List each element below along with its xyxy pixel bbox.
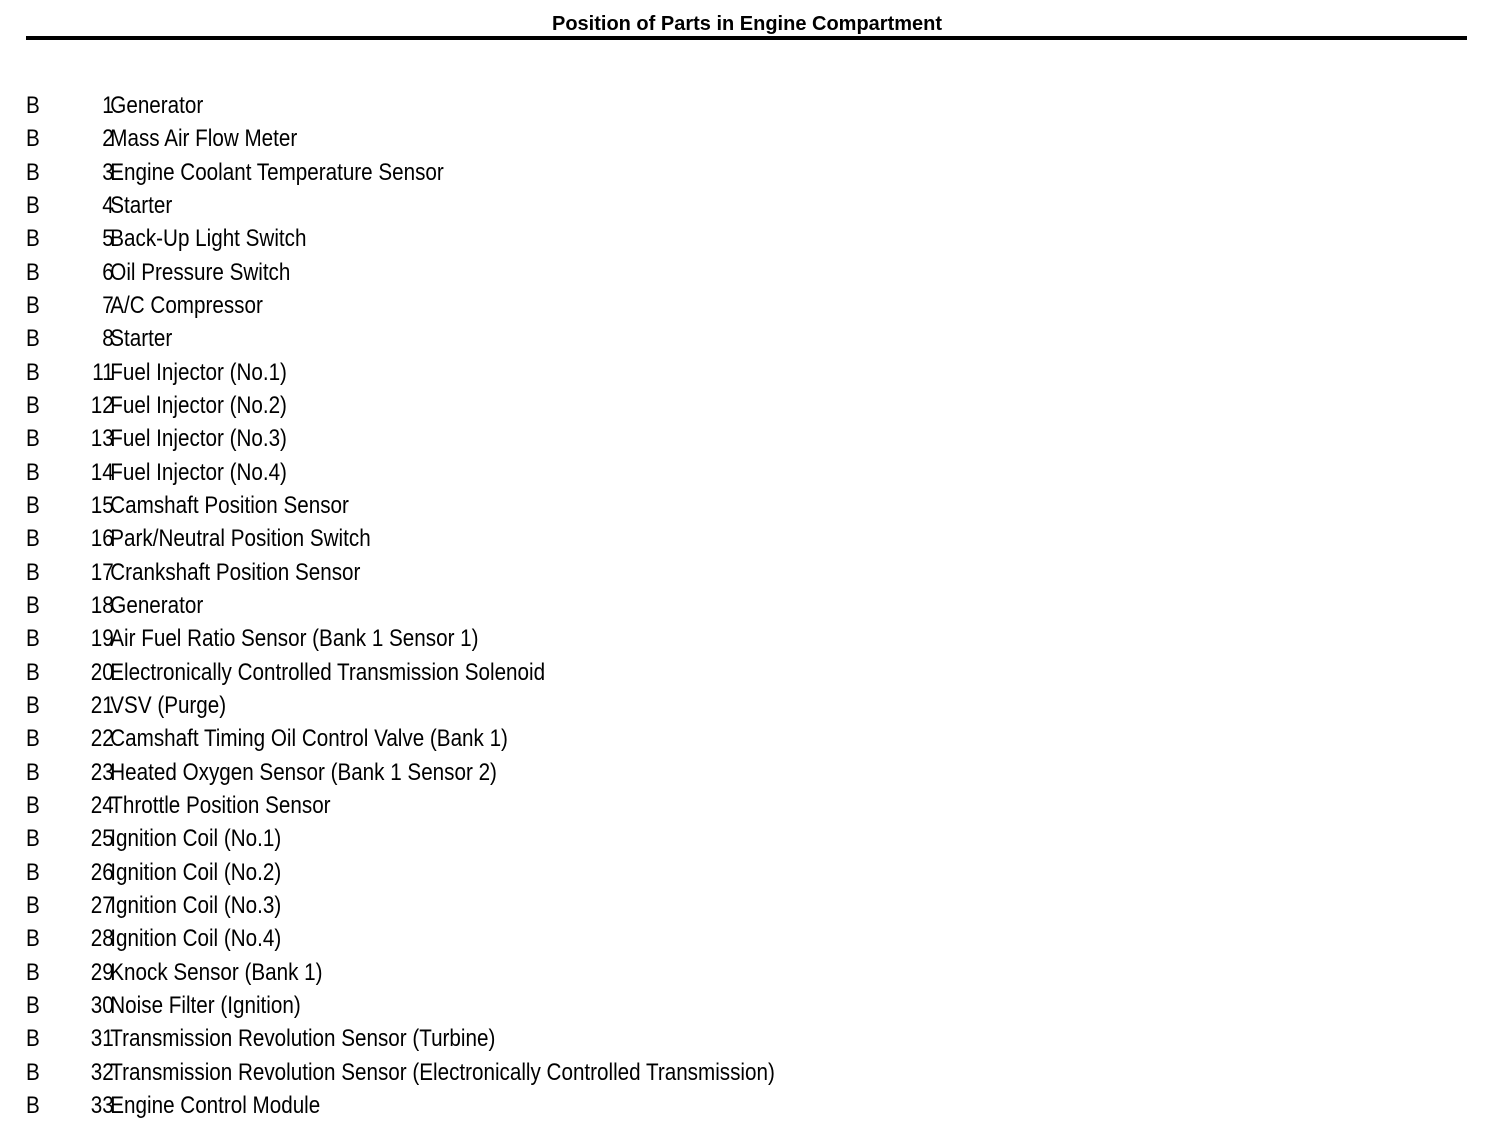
part-code: B bbox=[26, 425, 40, 453]
part-number: 12 bbox=[90, 391, 114, 419]
part-name: Fuel Injector (No.2) bbox=[110, 391, 287, 419]
part-number: 8 bbox=[102, 325, 114, 353]
part-name: VSV (Purge) bbox=[110, 691, 227, 719]
part-code: B bbox=[26, 691, 40, 719]
part-name: Mass Air Flow Meter bbox=[110, 125, 298, 153]
part-number: 26 bbox=[90, 858, 114, 886]
part-name: Transmission Revolution Sensor (Turbine) bbox=[110, 1025, 496, 1053]
part-name: A/C Compressor bbox=[110, 291, 263, 319]
part-name: Engine Coolant Temperature Sensor bbox=[110, 158, 444, 186]
part-number: 2 bbox=[102, 125, 114, 153]
part-number: 31 bbox=[90, 1025, 114, 1053]
part-name: Noise Filter (Ignition) bbox=[110, 991, 301, 1019]
part-number: 25 bbox=[90, 825, 114, 853]
part-number: 23 bbox=[90, 758, 114, 786]
part-code: B bbox=[26, 491, 40, 519]
part-number: 30 bbox=[90, 991, 114, 1019]
part-name: Generator bbox=[110, 591, 204, 619]
part-number: 21 bbox=[90, 691, 114, 719]
part-name: Knock Sensor (Bank 1) bbox=[110, 958, 323, 986]
part-number: 27 bbox=[90, 891, 114, 919]
part-number: 13 bbox=[90, 425, 114, 453]
part-number: 1 bbox=[102, 92, 114, 119]
part-code: B bbox=[26, 325, 40, 353]
part-name: Throttle Position Sensor bbox=[110, 791, 331, 819]
part-code: B bbox=[26, 1058, 40, 1086]
part-name: Heated Oxygen Sensor (Bank 1 Sensor 2) bbox=[110, 758, 497, 786]
part-code: B bbox=[26, 825, 40, 853]
part-code: B bbox=[26, 158, 40, 186]
part-name: Park/Neutral Position Switch bbox=[110, 525, 371, 553]
part-name: Transmission Revolution Sensor (Electronically Controlled Transmission) bbox=[110, 1058, 775, 1086]
part-code: B bbox=[26, 225, 40, 253]
part-number: 4 bbox=[102, 191, 114, 219]
part-name: Starter bbox=[110, 191, 173, 219]
title-divider bbox=[26, 36, 1467, 40]
part-number: 19 bbox=[90, 625, 114, 653]
part-name: Ignition Coil (No.3) bbox=[110, 891, 282, 919]
part-number: 7 bbox=[102, 291, 114, 319]
part-number: 6 bbox=[102, 258, 114, 286]
part-code: B bbox=[26, 758, 40, 786]
part-name: Fuel Injector (No.4) bbox=[110, 458, 287, 486]
part-code: B bbox=[26, 258, 40, 286]
part-name: Electronically Controlled Transmission Solenoid bbox=[110, 658, 546, 686]
part-number: 11 bbox=[92, 358, 114, 386]
part-code: B bbox=[26, 625, 40, 653]
part-number: 3 bbox=[102, 158, 114, 186]
part-code: B bbox=[26, 1025, 40, 1053]
part-number: 16 bbox=[90, 525, 114, 553]
page-title: Position of Parts in Engine Compartment bbox=[551, 13, 943, 35]
part-name: Camshaft Timing Oil Control Valve (Bank 1) bbox=[110, 725, 508, 753]
part-number: 24 bbox=[90, 791, 114, 819]
part-code: B bbox=[26, 925, 40, 953]
part-name: Back-Up Light Switch bbox=[110, 225, 307, 253]
part-name: Ignition Coil (No.2) bbox=[110, 858, 282, 886]
part-code: B bbox=[26, 92, 40, 119]
part-code: B bbox=[26, 458, 40, 486]
part-number: 28 bbox=[90, 925, 114, 953]
part-name: Ignition Coil (No.1) bbox=[110, 825, 282, 853]
part-name: Engine Control Module bbox=[110, 1091, 321, 1119]
part-code: B bbox=[26, 858, 40, 886]
part-number: 22 bbox=[90, 725, 114, 753]
part-code: B bbox=[26, 191, 40, 219]
part-number: 18 bbox=[90, 591, 114, 619]
part-name: Fuel Injector (No.3) bbox=[110, 425, 287, 453]
part-name: Generator bbox=[110, 92, 204, 119]
part-code: B bbox=[26, 791, 40, 819]
part-name: Oil Pressure Switch bbox=[110, 258, 291, 286]
part-code: B bbox=[26, 958, 40, 986]
part-code: B bbox=[26, 525, 40, 553]
part-number: 5 bbox=[102, 225, 114, 253]
part-code: B bbox=[26, 358, 40, 386]
part-name: Fuel Injector (No.1) bbox=[110, 358, 287, 386]
part-name: Ignition Coil (No.4) bbox=[110, 925, 282, 953]
part-number: 14 bbox=[90, 458, 114, 486]
part-code: B bbox=[26, 591, 40, 619]
part-code: B bbox=[26, 658, 40, 686]
part-number: 17 bbox=[90, 558, 114, 586]
part-code: B bbox=[26, 891, 40, 919]
part-code: B bbox=[26, 558, 40, 586]
part-name: Camshaft Position Sensor bbox=[110, 491, 349, 519]
part-number: 29 bbox=[90, 958, 114, 986]
part-number: 15 bbox=[90, 491, 114, 519]
part-number: 32 bbox=[90, 1058, 114, 1086]
part-code: B bbox=[26, 725, 40, 753]
part-name: Crankshaft Position Sensor bbox=[110, 558, 361, 586]
part-number: 20 bbox=[90, 658, 114, 686]
part-code: B bbox=[26, 991, 40, 1019]
part-code: B bbox=[26, 1091, 40, 1119]
part-number: 33 bbox=[90, 1091, 114, 1119]
part-code: B bbox=[26, 391, 40, 419]
part-code: B bbox=[26, 291, 40, 319]
part-name: Air Fuel Ratio Sensor (Bank 1 Sensor 1) bbox=[110, 625, 479, 653]
part-name: Starter bbox=[110, 325, 173, 353]
part-code: B bbox=[26, 125, 40, 153]
